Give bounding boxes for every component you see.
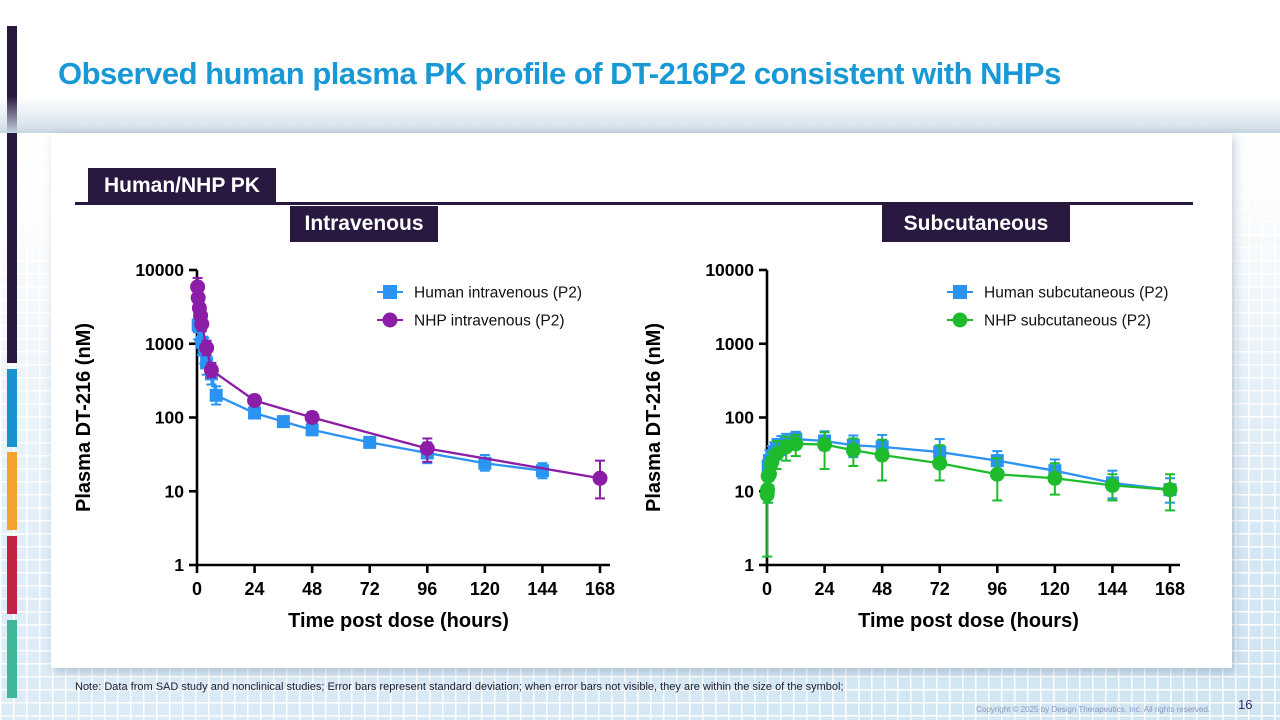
legend-marker	[953, 313, 968, 328]
x-tick-label: 24	[244, 579, 265, 599]
data-point	[817, 437, 832, 452]
x-tick-label: 168	[584, 579, 616, 599]
data-point	[788, 436, 803, 451]
series-square	[192, 313, 549, 478]
data-point	[194, 317, 209, 332]
x-tick-label: 72	[359, 579, 380, 599]
data-point	[875, 448, 890, 463]
accent-bar-blue	[7, 369, 17, 447]
x-tick-label: 48	[872, 579, 893, 599]
y-tick-label: 1	[744, 555, 754, 575]
data-point	[1105, 478, 1120, 493]
y-tick-label: 1000	[145, 333, 184, 354]
legend-label: Human subcutaneous (P2)	[984, 284, 1169, 302]
x-tick-label: 48	[302, 579, 323, 599]
x-tick-label: 0	[761, 579, 773, 599]
accent-bar-crimson	[7, 536, 17, 614]
page-number: 16	[1238, 697, 1253, 712]
y-tick-label: 10000	[705, 260, 754, 280]
accent-bar-orange	[7, 452, 17, 530]
x-axis-title: Time post dose (hours)	[288, 610, 509, 632]
copyright-text: Copyright © 2025 by Design Therapeutics, Inc. All rights reserved.	[976, 705, 1210, 714]
x-tick-label: 0	[191, 579, 203, 599]
title-underline-band	[0, 96, 1280, 133]
y-axis-title: Plasma DT-216 (nM)	[73, 323, 95, 512]
x-tick-label: 96	[987, 579, 1008, 599]
footnote: Note: Data from SAD study and nonclinical studies; Error bars represent standard deviation; when error bars not visible, they are within the size of the symbol;	[75, 681, 844, 693]
legend	[377, 285, 582, 330]
data-point	[536, 464, 549, 477]
data-point	[306, 423, 319, 436]
x-tick-label: 120	[469, 579, 500, 599]
legend-marker	[383, 285, 397, 299]
data-point	[210, 389, 223, 402]
y-tick-label: 10	[164, 481, 184, 502]
x-tick-label: 96	[417, 579, 438, 599]
legend-item	[947, 313, 1151, 330]
legend-label: NHP intravenous (P2)	[414, 312, 565, 330]
x-axis-title: Time post dose (hours)	[858, 610, 1079, 632]
data-point	[204, 363, 219, 378]
y-axis-title: Plasma DT-216 (nM)	[643, 323, 665, 512]
legend-marker	[953, 285, 967, 299]
data-point	[1047, 471, 1062, 486]
data-point	[420, 441, 435, 456]
y-tick-label: 100	[154, 407, 184, 428]
data-point	[990, 467, 1005, 482]
legend-item	[947, 285, 1168, 302]
data-point	[760, 482, 775, 497]
x-tick-label: 72	[929, 579, 950, 599]
data-point	[247, 393, 262, 408]
y-tick-label: 100	[724, 407, 754, 428]
x-tick-label: 24	[814, 579, 835, 599]
section-tab-human-nhp-pk: Human/NHP PK	[88, 168, 276, 203]
x-tick-label: 144	[527, 579, 558, 599]
accent-bar-teal	[7, 620, 17, 698]
legend	[947, 285, 1168, 330]
y-tick-label: 1000	[715, 333, 754, 354]
legend-label: NHP subcutaneous (P2)	[984, 312, 1151, 330]
data-point	[846, 443, 861, 458]
legend-marker	[383, 313, 398, 328]
x-tick-label: 144	[1097, 579, 1128, 599]
y-tick-label: 10	[734, 481, 754, 502]
data-point	[277, 415, 290, 428]
y-tick-label: 10000	[135, 260, 184, 280]
x-tick-label: 120	[1039, 579, 1070, 599]
y-tick-label: 1	[174, 555, 184, 575]
legend-label: Human intravenous (P2)	[414, 284, 582, 302]
legend-item	[377, 285, 582, 302]
series-circle	[760, 432, 1178, 556]
chart-header-intravenous: Intravenous	[290, 206, 438, 242]
accent-bar-navy	[7, 26, 17, 363]
data-point	[593, 471, 608, 486]
data-point	[1163, 482, 1178, 497]
data-point	[932, 456, 947, 471]
data-point	[199, 340, 214, 355]
chart-header-subcutaneous: Subcutaneous	[882, 205, 1070, 242]
intravenous-pk-chart	[60, 250, 670, 650]
x-tick-label: 168	[1154, 579, 1186, 599]
data-point	[305, 410, 320, 425]
data-point	[363, 436, 376, 449]
subcutaneous-pk-chart	[630, 250, 1240, 650]
legend-item	[377, 313, 564, 330]
slide-title: Observed human plasma PK profile of DT-216P2 consistent with NHPs	[58, 56, 1061, 91]
data-point	[248, 407, 261, 420]
